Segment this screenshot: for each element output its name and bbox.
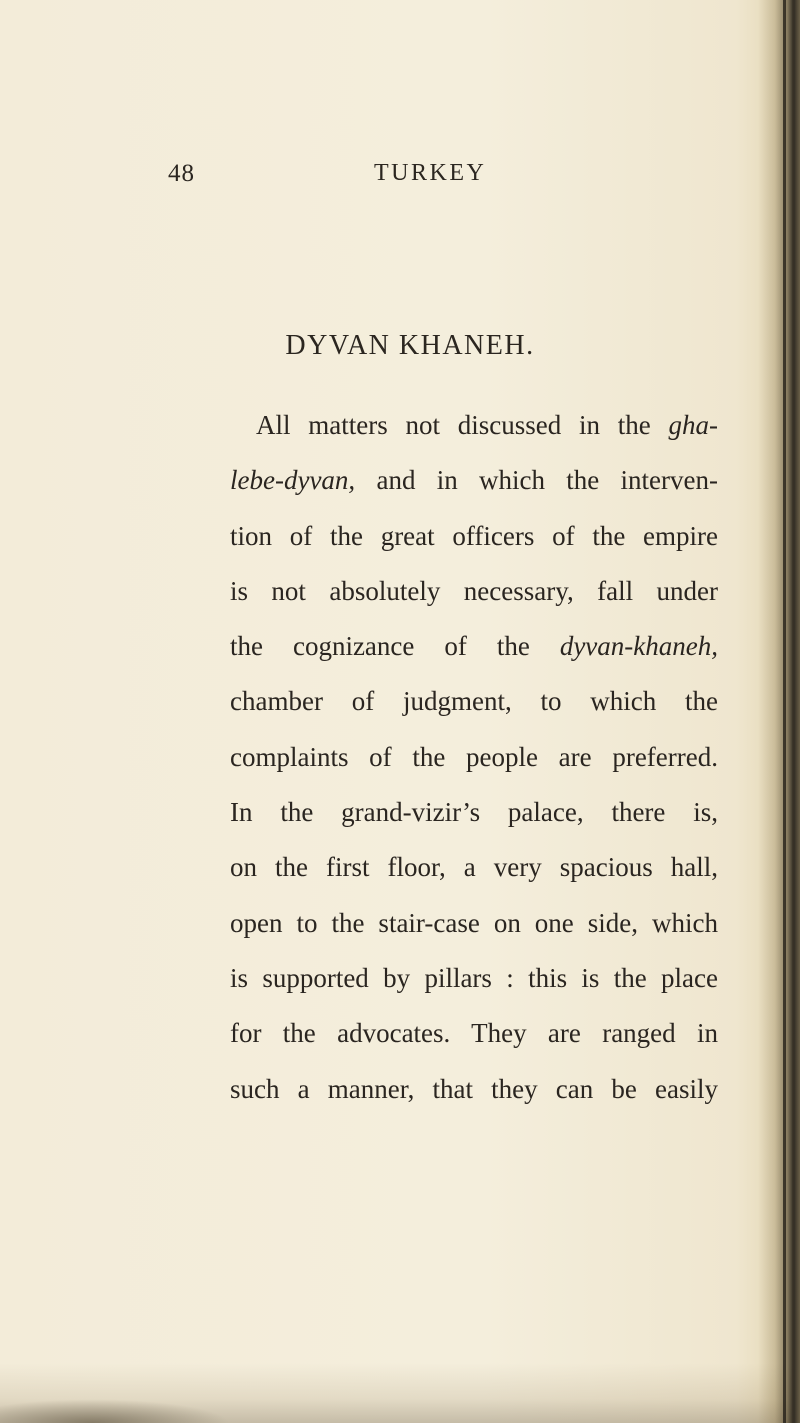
body-paragraph (230, 398, 718, 1117)
page-number: 48 (168, 160, 195, 187)
text-line: is not absolutely necessary, fall under (230, 575, 718, 606)
text-line: on the first floor, a very spacious hall, (230, 852, 718, 883)
binding-edge-line (783, 0, 786, 1423)
text-line: such a manner, that they can be easily (230, 1073, 718, 1104)
binding-edge-line-outer (792, 0, 794, 1423)
text-line: tion of the great officers of the empire (230, 520, 718, 551)
text-line: lebe-dyvan, and in which the interven- (230, 465, 718, 496)
section-title: DYVAN KHANEH. (285, 330, 535, 361)
page-stain (0, 1399, 230, 1423)
text-line: All matters not discussed in the gha- (256, 410, 718, 440)
text-line: for the advocates. They are ranged in (230, 1018, 718, 1049)
text-line: the cognizance of the dyvan-khaneh, (230, 631, 718, 662)
text-line: In the grand-vizir’s palace, there is, (230, 797, 718, 828)
text-line: is supported by pillars : this is the place (230, 962, 718, 993)
text-line: open to the stair-case on one side, which (230, 907, 718, 938)
text-line: complaints of the people are preferred. (230, 741, 718, 772)
page-header (0, 160, 800, 200)
text-line: chamber of judgment, to which the (230, 686, 718, 717)
running-head: TURKEY (374, 160, 487, 186)
